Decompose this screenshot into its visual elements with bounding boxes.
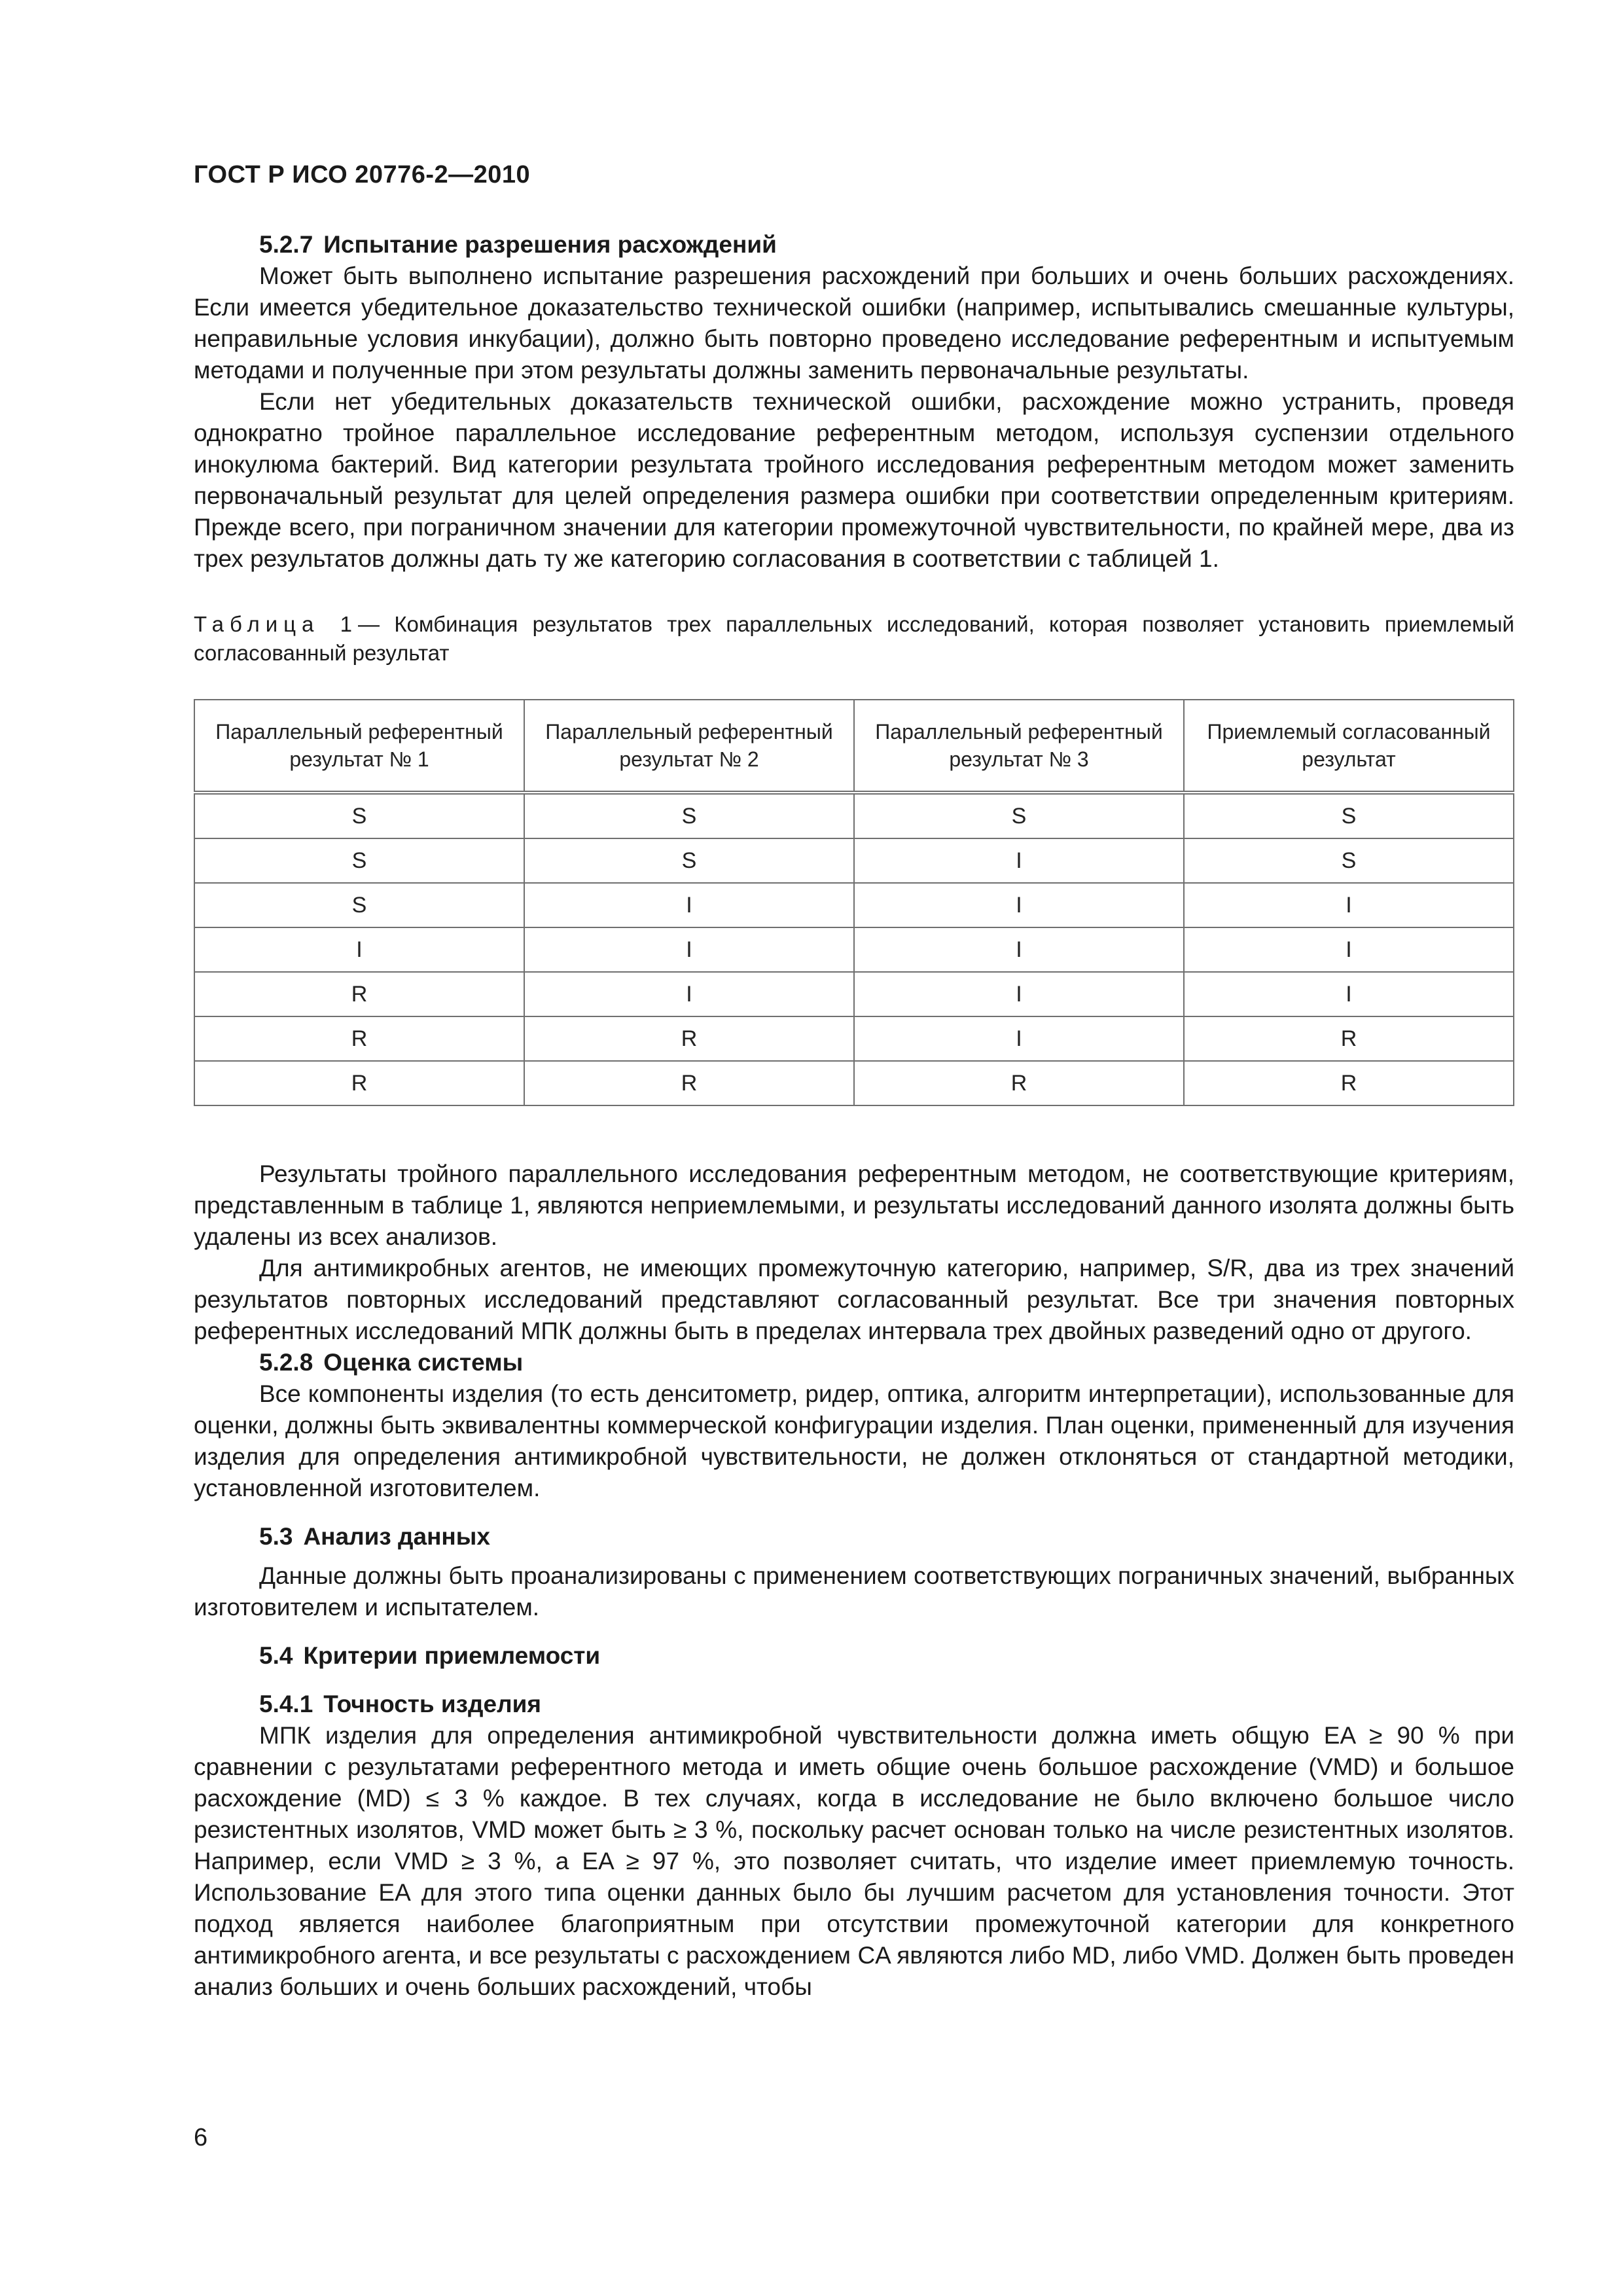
table-cell: I <box>194 927 524 972</box>
section-heading-5-3 <box>194 1521 1514 1552</box>
paragraph: Может быть выполнено испытание разрешения расхождений при больших и очень больших расхождениях. Если имеется убедительное доказательство технической ошибки (например, испытывались смешанные культуры, неправильные условия инкубации), должно быть повторно проведено исследование референтным и испытуемым методами и полученные при этом результаты должны заменить первоначальные результаты. <box>194 262 1514 384</box>
section-title: Критерии приемлемости <box>303 1642 601 1669</box>
table-row <box>194 838 1514 883</box>
table-row <box>194 793 1514 838</box>
document-header: ГОСТ Р ИСО 20776-2—2010 <box>194 161 531 188</box>
table-cell: R <box>524 1061 854 1105</box>
table-cell: S <box>524 838 854 883</box>
table-row <box>194 972 1514 1016</box>
table-cell: R <box>194 1016 524 1061</box>
header-cell: Параллельный референтный результат № 1 <box>194 700 524 793</box>
paragraph: Если нет убедительных доказательств технической ошибки, расхождение можно устранить, проведя однократно тройное параллельное исследование референтным методом, используя суспензии отдельного инокулюма бактерий. Вид категории результата тройного исследования референтным методом может заменить первоначальный результат для целей определения размера ошибки при соответствии определенным критериям. Прежде всего, при пограничном значении для категории промежуточной чувствительности, по крайней мере, два из трех результатов должны дать ту же категорию согласования в соответствии с таблицей 1. <box>194 388 1514 572</box>
table-cell: I <box>524 972 854 1016</box>
table-cell: I <box>1184 883 1514 927</box>
table-row <box>194 1016 1514 1061</box>
table-cell: S <box>194 838 524 883</box>
paragraph: Для антимикробных агентов, не имеющих промежуточную категорию, например, S/R, два из трех значений результатов повторных исследований представляют согласованный результат. Все три значения повторных референтных исследований МПК должны быть в пределах интервала трех двойных разведений одно от другого. <box>194 1255 1514 1344</box>
section-title: Испытание разрешения расхождений <box>323 231 777 258</box>
section-title: Оценка системы <box>323 1349 524 1376</box>
header-cell: Параллельный референтный результат № 3 <box>854 700 1184 793</box>
table-cell: I <box>854 883 1184 927</box>
table-cell: R <box>194 972 524 1016</box>
table-caption-text: — Комбинация результатов трех параллельных исследований, которая позволяет установить приемлемый согласованный результат <box>194 612 1514 665</box>
table-cell: I <box>1184 972 1514 1016</box>
section-number: 5.4.1 <box>259 1691 313 1717</box>
table-row <box>194 1061 1514 1105</box>
table-cell: I <box>1184 927 1514 972</box>
table-container <box>194 699 1514 1106</box>
section-heading-5-2-8 <box>194 1347 1514 1378</box>
table-cell: I <box>854 1016 1184 1061</box>
section-number: 5.3 <box>259 1523 293 1550</box>
post-table-text <box>194 1158 1514 1347</box>
table-cell: R <box>194 1061 524 1105</box>
table-cell: R <box>524 1016 854 1061</box>
table-caption <box>194 610 1514 668</box>
table-cell: S <box>1184 838 1514 883</box>
paragraph: Все компоненты изделия (то есть денситометр, ридер, оптика, алгоритм интерпретации), использованные для оценки, должны быть эквивалентны коммерческой конфигурации изделия. План оценки, примененный для изучения изделия для определения антимикробной чувствительности, не должен отклоняться от стандартной методики, установленной изготовителем. <box>194 1380 1514 1501</box>
page-number: 6 <box>194 2124 208 2151</box>
section-title: Точность изделия <box>323 1691 541 1717</box>
table-cell: S <box>194 883 524 927</box>
page-content <box>194 229 1514 2003</box>
table-cell: I <box>854 927 1184 972</box>
table-label: Таблица 1 <box>194 612 359 636</box>
table-cell: S <box>1184 793 1514 838</box>
section-heading-5-2-7 <box>194 229 1514 260</box>
table-cell: I <box>854 838 1184 883</box>
paragraph: МПК изделия для определения антимикробной чувствительности должна иметь общую EA ≥ 90 % при сравнении с результатами референтного метода и иметь общие очень большое расхождение (VMD) и большое расхождение (MD) ≤ 3 % каждое. В тех случаях, когда в исследование не было включено большое число резистентных изолятов, VMD может быть ≥ 3 %, поскольку расчет основан только на числе резистентных изолятов. Например, если VMD ≥ 3 %, а EA ≥ 97 %, это позволяет считать, что изделие имеет приемлемую точность. Использование EA для этого типа оценки данных было бы лучшим расчетом для установления точности. Этот подход является наиболее благоприятным при отсутствии промежуточной категории для конкретного антимикробного агента, и все результаты с расхождением CA являются либо MD, либо VMD. Должен быть проведен анализ больших и очень больших расхождений, чтобы <box>194 1722 1514 2000</box>
table-cell: I <box>854 972 1184 1016</box>
table-cell: I <box>524 927 854 972</box>
table-cell: R <box>1184 1016 1514 1061</box>
section-heading-5-4-1 <box>194 1689 1514 1720</box>
header-cell: Приемлемый согласованный результат <box>1184 700 1514 793</box>
table-cell: R <box>854 1061 1184 1105</box>
results-table <box>194 699 1514 1106</box>
paragraph: Результаты тройного параллельного исследования референтным методом, не соответствующие критериям, представленным в таблице 1, являются неприемлемыми, и результаты исследований данного изолята должны быть удалены из всех анализов. <box>194 1160 1514 1250</box>
section-number: 5.2.7 <box>259 231 313 258</box>
table-cell: R <box>1184 1061 1514 1105</box>
table-cell: I <box>524 883 854 927</box>
table-cell: S <box>854 793 1184 838</box>
section-heading-5-4 <box>194 1640 1514 1672</box>
table-row <box>194 883 1514 927</box>
section-title: Анализ данных <box>303 1523 490 1550</box>
header-cell: Параллельный референтный результат № 2 <box>524 700 854 793</box>
table-row <box>194 927 1514 972</box>
paragraph: Данные должны быть проанализированы с применением соответствующих пограничных значений, выбранных изготовителем и испытателем. <box>194 1562 1514 1621</box>
table-cell: S <box>524 793 854 838</box>
table-cell: S <box>194 793 524 838</box>
table-header-row <box>194 700 1514 793</box>
section-number: 5.4 <box>259 1642 293 1669</box>
section-number: 5.2.8 <box>259 1349 313 1376</box>
